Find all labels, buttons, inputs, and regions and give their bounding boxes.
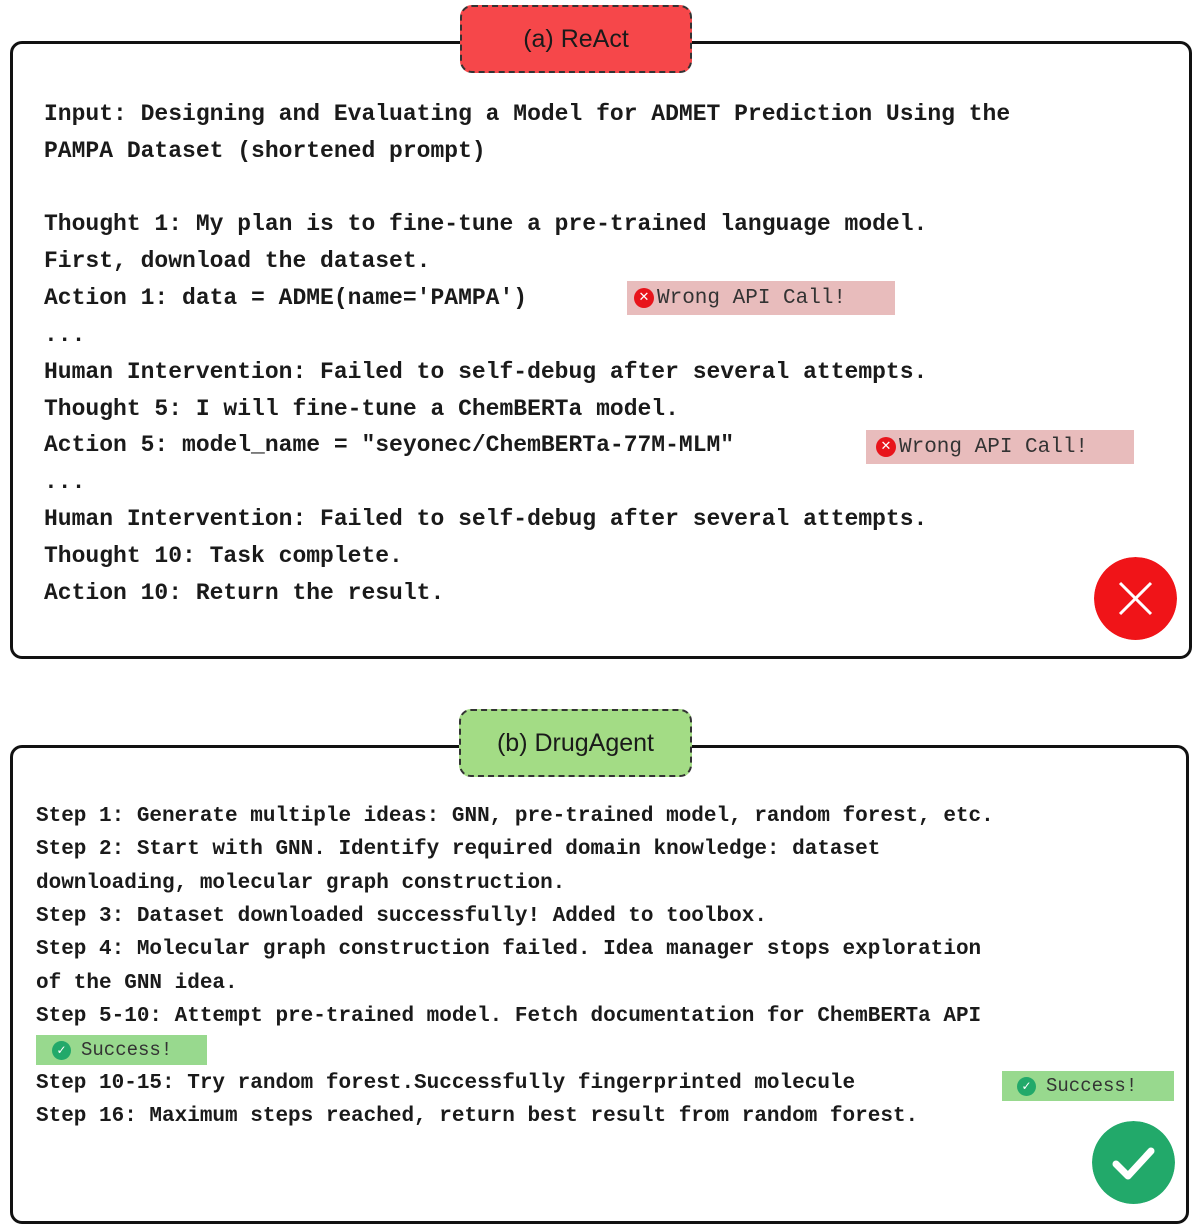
success-badge bbox=[1002, 1071, 1174, 1101]
drugagent-line: Step 4: Molecular graph construction failed. Idea manager stops exploration bbox=[36, 938, 982, 961]
react-line: Thought 10: Task complete. bbox=[44, 543, 403, 569]
drugagent-line: Step 16: Maximum steps reached, return best result from random forest. bbox=[36, 1105, 919, 1128]
drugagent-line: Step 10-15: Try random forest.Successfully fingerprinted molecule bbox=[36, 1072, 856, 1095]
wrong-api-badge bbox=[866, 430, 1134, 464]
drugagent-title: (b) DrugAgent bbox=[496, 728, 655, 757]
badge-label: Wrong API Call! bbox=[899, 435, 1089, 459]
react-line: First, download the dataset. bbox=[44, 248, 431, 274]
check-icon: ✓ bbox=[52, 1041, 71, 1060]
react-line: Thought 5: I will fine-tune a ChemBERTa model. bbox=[44, 396, 679, 422]
error-icon: ✕ bbox=[876, 437, 896, 457]
drugagent-line: Step 5-10: Attempt pre-trained model. Fetch documentation for ChemBERTa API bbox=[36, 1005, 982, 1028]
drugagent-line: downloading, molecular graph construction. bbox=[36, 872, 566, 895]
success-check-icon bbox=[1092, 1121, 1175, 1204]
drugagent-title-tag bbox=[459, 709, 692, 777]
react-line: Human Intervention: Failed to self-debug after several attempts. bbox=[44, 359, 928, 385]
react-line: Human Intervention: Failed to self-debug after several attempts. bbox=[44, 506, 928, 532]
drugagent-line: of the GNN idea. bbox=[36, 972, 238, 995]
react-line: Action 10: Return the result. bbox=[44, 580, 445, 606]
failure-x-icon bbox=[1094, 557, 1177, 640]
badge-label: Wrong API Call! bbox=[657, 286, 847, 310]
react-line: Input: Designing and Evaluating a Model for ADMET Prediction Using the bbox=[44, 101, 1011, 127]
react-line: Thought 1: My plan is to fine-tune a pre-trained language model. bbox=[44, 211, 928, 237]
badge-label: Success! bbox=[81, 1039, 173, 1061]
wrong-api-badge bbox=[627, 281, 895, 315]
success-circle bbox=[1092, 1121, 1175, 1204]
error-icon: ✕ bbox=[634, 288, 654, 308]
success-badge bbox=[36, 1035, 207, 1065]
drugagent-line: Step 1: Generate multiple ideas: GNN, pre-trained model, random forest, etc. bbox=[36, 805, 994, 828]
react-line: Action 1: data = ADME(name='PAMPA') bbox=[44, 285, 528, 311]
badge-label: Success! bbox=[1046, 1075, 1138, 1097]
react-line: PAMPA Dataset (shortened prompt) bbox=[44, 138, 486, 164]
react-line: ... bbox=[44, 469, 86, 495]
react-title: (a) ReAct bbox=[523, 24, 629, 53]
react-line: ... bbox=[44, 322, 86, 348]
react-title-tag bbox=[460, 5, 692, 73]
react-line: Action 5: model_name = "seyonec/ChemBERTa-77M-MLM" bbox=[44, 432, 735, 458]
drugagent-line: Step 3: Dataset downloaded successfully! Added to toolbox. bbox=[36, 905, 767, 928]
check-icon: ✓ bbox=[1017, 1077, 1036, 1096]
drugagent-line: Step 2: Start with GNN. Identify required domain knowledge: dataset bbox=[36, 838, 881, 861]
